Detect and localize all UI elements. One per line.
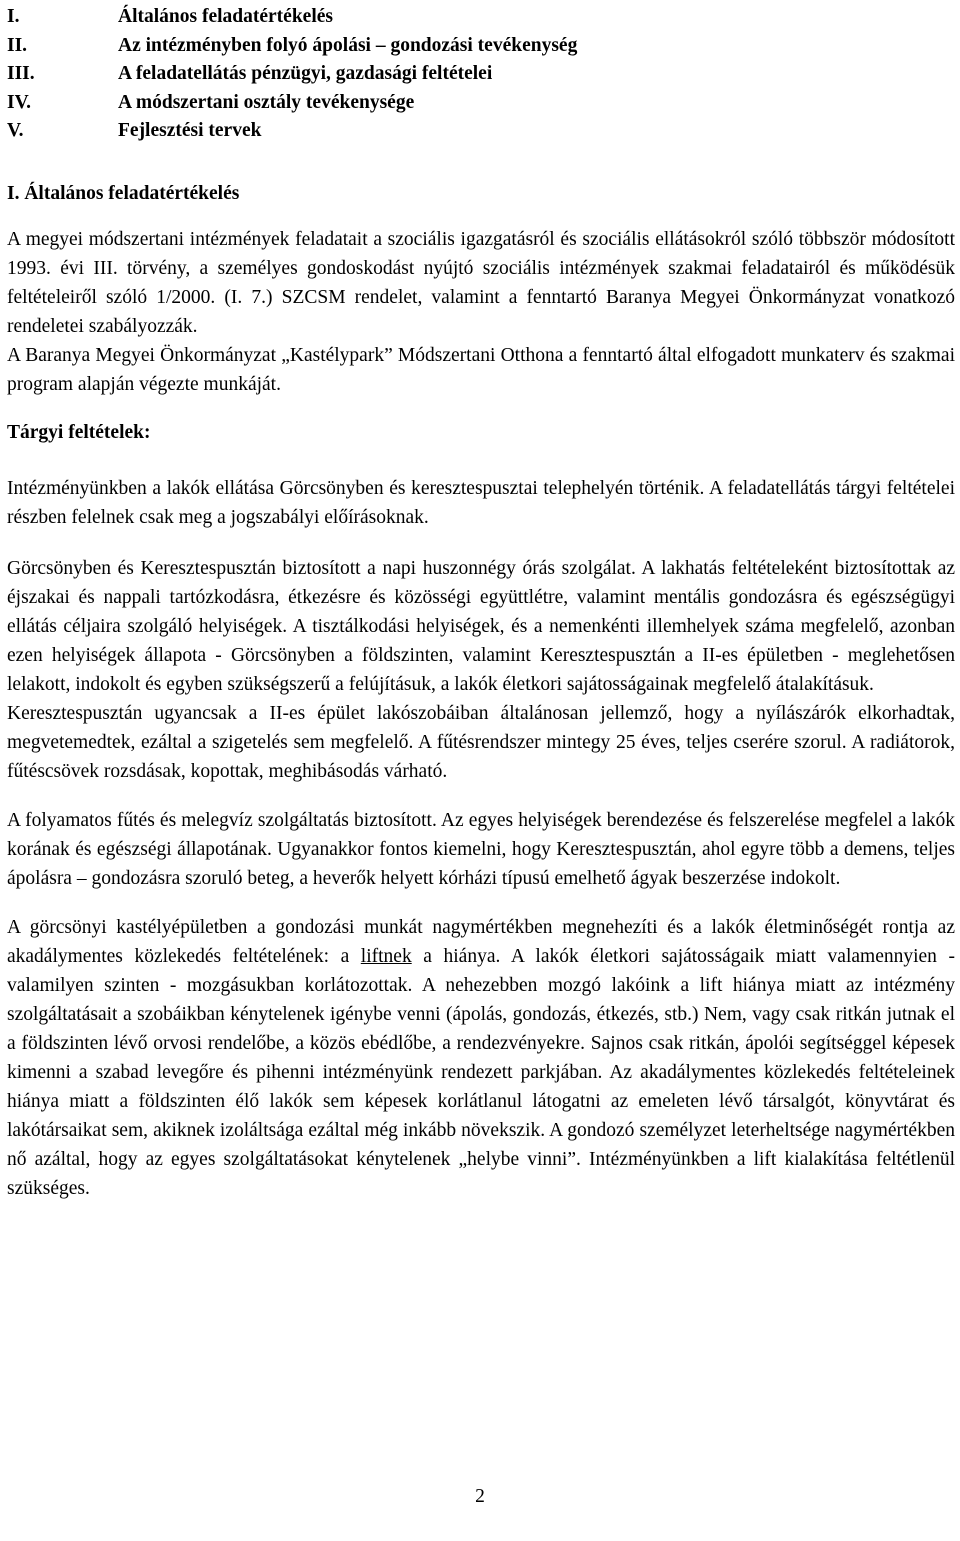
spacer (7, 447, 955, 474)
spacer (7, 208, 955, 225)
spacer (7, 893, 955, 913)
paragraph-work-plan: A Baranya Megyei Önkormányzat „Kastélypark” Módszertani Otthona a fenntartó által elfogadott munkaterv és szakmai program alapján végezte munkáját. (7, 344, 955, 395)
toc-item (7, 89, 955, 118)
toc-title: A módszertani osztály tevékenysége (118, 91, 415, 113)
paragraph-sites: Intézményünkben a lakók ellátása Görcsönyben és keresztespusztai telephelyén történik. A feladatellátás tárgyi feltételei részben felelnek csak meg a jogszabályi előírásoknak. (7, 477, 955, 528)
document-page (7, 0, 955, 1203)
toc-number: I. (7, 6, 20, 27)
paragraph-regulations: A megyei módszertani intézmények feladatait a szociális igazgatásról és szociális ellátásokról szóló többször módosított 1993. évi III. törvény, a személyes gondoskodást nyújtó szociális intézmények szakmai feladatairól és működésük feltételeiről szóló 1/2000. (I. 7.) SZCSM rendelet, valamint a fenntartó Baranya Megyei Önkormányzat vonatkozó rendeletei szabályozzák. (7, 228, 955, 337)
toc-number: V. (7, 120, 24, 142)
toc-title: Az intézményben folyó ápolási – gondozási tevékenység (118, 34, 578, 56)
paragraph-heating: A folyamatos fűtés és melegvíz szolgáltatás biztosított. Az egyes helyiségek berendezése és felszerelése megfelel a lakók korának és egészségi állapotának. Ugyanakkor fontos kiemelni, hogy Keresztespusztán, ahol egyre több a demens, teljes ápolásra – gondozásra szoruló beteg, a heverők helyett kórházi típusú emelhető ágyak beszerzése indokolt. (7, 809, 955, 889)
toc-item (7, 3, 955, 32)
page-number: 2 (475, 1486, 485, 1507)
lift-text-start: A görcsönyi kastélyépületben a gondozási munkát nagymértékben megnehezíti és a lakók életminőségét rontja az akadálymentes közlekedés feltételének: a (7, 916, 955, 967)
toc-item (7, 60, 955, 89)
table-of-contents (7, 3, 955, 146)
toc-item (7, 117, 955, 146)
spacer (7, 532, 955, 554)
lift-underlined-word: liftnek (360, 945, 412, 967)
toc-number: III. (7, 63, 35, 85)
toc-title: A feladatellátás pénzügyi, gazdasági feltételei (118, 63, 493, 85)
section-heading-material-conditions: Tárgyi feltételek: (7, 421, 151, 443)
toc-number: IV. (7, 91, 32, 113)
paragraph-service: Görcsönyben és Keresztespusztán biztosított a napi huszonnégy órás szolgálat. A lakhatás feltételeként biztosítottak az éjszakai és nappali tartózkodásra, étkezésre és közösségi együttlétre, valamint mentális gondozásra és egészségügyi ellátás céljaira szolgáló helyiségek. A tisztálkodási helyiségek, és a nemenkénti illemhelyek száma megfelelő, azonban ezen helyiségek állapota - Görcsönyben a földszinten, valamint Keresztespusztán a II-es épületben - meglehetősen lelakott, indokolt és egyben szükségszerű a felújításuk, a lakók életkori sajátosságainak megfelelő átalakításuk. (7, 557, 955, 695)
spacer (7, 786, 955, 806)
paragraph-lift (7, 913, 955, 1203)
toc-number: II. (7, 34, 28, 56)
section-heading-general: I. Általános feladatértékelés (7, 182, 240, 204)
spacer (7, 399, 955, 418)
lift-text-end: a hiánya. A lakók életkori sajátosságaik miatt valamennyien - valamilyen szinten - mozgásukban korlátozottak. A nehezebben mozgó lakóink a lift hiánya miatt az intézmény szolgáltatásait a szobáikban kénytelenek igénybe venni (ápolás, gondozás, étkezés, stb.) Nem, vagy csak ritkán jutnak el a földszinten lévő orvosi rendelőbe, a közös ebédlőbe, a rendezvényekre. Sajnos csak ritkán, ápolói segítséggel képesek kimenni a szabad levegőre és pihenni intézményünk rendezett parkjában. Az akadálymentes közlekedés feltételeinek hiánya miatt a földszinten élő lakók sem képesek korlátlanul látogatni az emeleten lévő társalgót, könyvtárat és lakótársaikat sem, akiknek izoláltsága ezáltal még inkább növekszik. A gondozó személyzet leterheltsége nagymértékben nő azáltal, hogy az egyes szolgáltatásokat kénytelenek „helybe vinni”. Intézményünkben a lift kialakítása feltétlenül szükséges. (7, 945, 955, 1199)
toc-title: Általános feladatértékelés (118, 6, 333, 27)
toc-item (7, 32, 955, 61)
toc-title: Fejlesztési tervek (118, 120, 262, 142)
paragraph-building-condition: Keresztespusztán ugyancsak a II-es épület lakószobáiban általánosan jellemző, hogy a nyílászárók elkorhadtak, megvetemedtek, ezáltal a szigetelés sem megfelelő. A fűtésrendszer mintegy 25 éves, teljes cserére szorul. A radiátorok, fűtéscsövek rozsdásak, kopottak, meghibásodás várható. (7, 702, 955, 782)
